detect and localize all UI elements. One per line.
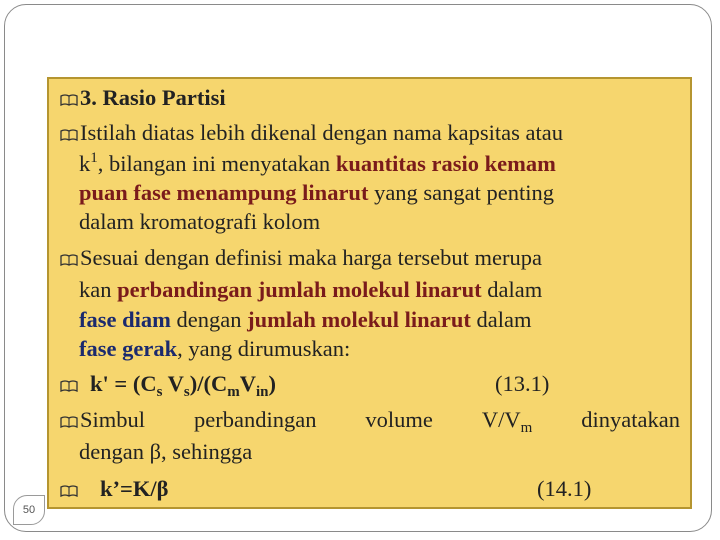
para3-word3: volume [365, 407, 433, 432]
para2-line3 [79, 307, 532, 333]
equation1-line [62, 371, 276, 400]
equation1-formula: $k' = (C_s$ $V_s)/(C_mV_{in})$ [90, 371, 276, 400]
section-heading: 3. Rasio Partisi [80, 85, 226, 110]
book-bullet-icon [60, 407, 80, 433]
para1-line2-mid: , bilangan ini menyatakan [97, 151, 336, 176]
book-bullet-icon [60, 371, 80, 397]
equation2-formula: k’=K/β [100, 476, 169, 501]
para3-line2 [79, 439, 252, 465]
equation2-line [62, 476, 168, 502]
equation2-number: (14.1) [537, 476, 592, 501]
para1-k: k [79, 151, 91, 176]
equation1-number: (13.1) [495, 371, 550, 396]
para2-highlight-3: jumlah molekul linarut [247, 307, 471, 332]
book-bullet-icon [60, 85, 80, 111]
para2-highlight-1: perbandingan jumlah molekul linarut [117, 277, 482, 302]
page-number: 50 [13, 495, 45, 525]
para1-line4 [79, 209, 320, 235]
para1-highlight-2: puan fase menampung linarut [79, 180, 369, 205]
para2-line2 [79, 277, 542, 303]
para2-line3-post: dalam [470, 307, 532, 332]
para3-word2: perbandingan [193, 407, 317, 432]
para1-line3 [79, 180, 554, 206]
para1-text-line1: Istilah diatas lebih dikenal dengan nama kapsitas atau [80, 120, 563, 145]
para3-word5: dinyatakan [581, 407, 680, 432]
para3-word4: $V/V_m$ [481, 407, 533, 436]
para1-highlight-1: kuantitas rasio kemam [335, 151, 556, 176]
para3-word1-wrap [62, 407, 145, 433]
heading-line [62, 85, 226, 111]
para1-k-sup: 1 [90, 150, 98, 166]
para1-line2 [79, 151, 556, 177]
para2-line1 [62, 245, 542, 271]
para2-line2-pre: kan [79, 277, 118, 302]
para2-line4 [79, 336, 350, 362]
para1-text-line4: dalam kromatografi kolom [79, 209, 321, 234]
book-bullet-icon [60, 120, 80, 146]
book-bullet-icon [60, 245, 80, 271]
book-bullet-icon [60, 476, 80, 502]
para3-text-line2: dengan β, sehingga [79, 439, 253, 464]
para3-line1 [62, 407, 680, 436]
para2-line2-post: dalam [481, 277, 543, 302]
para3-word1: Simbul [80, 407, 146, 432]
para2-line3-mid: dengan [170, 307, 248, 332]
para2-highlight-4: fase gerak [79, 336, 178, 361]
para2-highlight-2: fase diam [79, 307, 171, 332]
para2-line4-post: , yang dirumuskan: [177, 336, 351, 361]
para2-text-line1: Sesuai dengan definisi maka harga tersebut merupa [80, 245, 542, 270]
para1-line1 [62, 120, 563, 146]
para1-line3-post: yang sangat penting [368, 180, 555, 205]
